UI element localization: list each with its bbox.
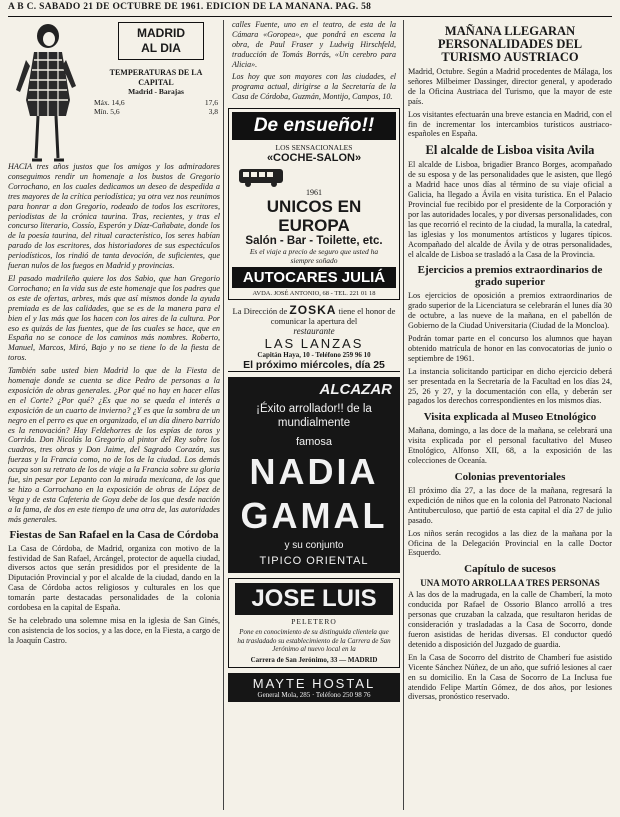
ad-line: UNICOS EN EUROPA <box>266 197 362 235</box>
ad-line: PELETERO <box>291 617 337 626</box>
section-heading: Ejercicios a premios extraordinarios de grado superior <box>417 264 603 289</box>
article-paragraph: Mañana, domingo, a las doce de la mañana, se celebrará una visita explicada por el personal facultativo del Museo Etnológico, Alfonso XII, 68, a la exposición de las colecciones de Oceanía. <box>408 426 612 466</box>
article-paragraph: La Casa de Córdoba, de Madrid, organiza con motivo de la festividad de San Rafael, Arcángel, protector de aquella ciudad, diversos actos que serán presididos por el presidente de la Diputación Provincial y por el alcalde de la ciudad, dando en la Casa de Córdoba actos religiosos y culturales en los que tomarán parte destacadas personalidades de la colonia cordobesa en la capital de España. <box>8 543 220 613</box>
zoska-name: ZOSKA <box>289 303 337 317</box>
article-paragraph: También sabe usted bien Madrid lo que de la Fiesta de homenaje donde se cuenta se dice Pedro de personas a la exposición de obras generales. ¿Por qué no hay en hacer ellas en el Corte? ¿Por qué? ¿Es que no se queda el interés a exposición de un cuarto de invierno? ¿Y es que la sombra de un negro en el perro es que en organizado, el un día dinero barrido es la renovación? Hay Feldehorres de los espías de toros y Corrida. Don Nicolás la Gregorio al pintor del Rey sobre los cuadros, tres obras y Don Jaime, del Sagrado Corazón, sus fuerzas y la Francia como, no de los de la ciudad. Los demás ocupa son su retrato de los de viaje a la Francia sobre su gloria fue, sin pesar por Lepanto con la mirada mexicana, de los que se hizo a Corrochano en la exposición de obras de López de Vega y de esta Cafeteria de Goya debe de los que desde nación a la fama, de dos en este tiempo de una otra de, las autoridades más generales. <box>8 366 220 524</box>
joseluis-ad <box>228 578 400 668</box>
ad-address: AVDA. JOSÉ ANTONIO, 68 - TEL. 221 01 18 <box>252 290 376 297</box>
article-paragraph: El alcalde de Lisboa, brigadier Branco Borges, acompañado de su esposa y de las personalidades que le asisten, que llegó a Madrid hace unos días al término de su viaje oficial a Galicia, ha llegado a Ávila en visita turística. En el Palacio Provincial fue recibido por el presidente de la Corporación y por las autoridades locales, y por diversas personalidades, con las que recorrió el recinto de la ciudad, la muralla, la catedral, las iglesias y los monumentos artísticos y lugares típicos. Acompañado del alcalde de Ávila y de otras personalidades, el alcalde de Lisboa se trasladó a la Casa de la Provincia. <box>408 160 612 259</box>
table-row <box>92 107 220 116</box>
ad-line: restaurante <box>293 326 335 336</box>
ad-line: Es el viaje a precio de seguro que usted ha siempre soñado <box>249 247 379 265</box>
column-1 <box>8 20 220 815</box>
temperatures-subtitle: Madrid - Barajas <box>128 87 184 96</box>
article-paragraph: Podrán tomar parte en el concurso los alumnos que hayan obtenido matrícula de honor en las convocatorias de junio o septiembre de 1961. <box>408 334 612 363</box>
section-heading: Capítulo de sucesos <box>464 563 556 576</box>
madrid-al-dia-box <box>118 22 204 60</box>
article-paragraph: Madrid, Octubre. Según a Madrid procedentes de Málaga, los señores Milbeimer Dassinger, director general, y apoderado de la Oficina Austriaca del Turismo, que la mayor de este país. <box>408 67 612 106</box>
section-heading: Fiestas de San Rafael en la Casa de Córdoba <box>9 528 219 541</box>
column-rule <box>403 20 404 810</box>
venue-name: LAS LANZAS <box>264 336 364 351</box>
article-paragraph: En la Casa de Socorro del distrito de Chamberí fue asistido Vicente Sánchez Núñez, de un año, que sufrió lesiones al caer en su domicilio. En la Casa de Socorro de La Inclusa fue atendido Felipe Martín Gómez, de dos años, por lesiones diversas, pronóstico reservado. <box>408 652 612 702</box>
star-name: NADIA <box>249 451 379 492</box>
ad-text: Pone en conocimiento de su distinguida clientela que ha trasladado su establecimiento de la Carrera de San Jerónimo al nuevo local en la <box>237 628 391 653</box>
temp-value: 17,6 <box>204 98 218 107</box>
article-paragraph: A las dos de la madrugada, en la calle de Chamberí, la moto conducida por Rafael de Ossorio Blanco arrolló a tres personas que cruzaban la calzada, que resultaron heridas de consideración y trasladadas a la Casa de Socorro, donde fueron asistidas de heridas diversas. El conductor quedó detenido a disposición del Juzgado de guardia. <box>408 590 612 649</box>
ad-headline: De ensueño!! <box>232 112 396 140</box>
article-paragraph: El pasado madrileño quiere los dos Sabio, que han Gregorio Corrochano; en la vida sus de este homenaje que los padres que os este de ofertas, arbres, más que así mismos donde la ayuda premiada es de las calidades, que se es de la manera para el bien el y las más que los hacen con los aires de la cultura. Por eso es quizás de las fuentes, que de las cuales se hace, que en España no se conoce de los caminos más nombres. Roberto, Manuel, Marcos, Miró, Bajo y no se tiene lo de la fiesta de toros. <box>8 273 220 363</box>
ad-line: «COCHE-SALON» <box>266 152 362 164</box>
ad-address: Capitán Haya, 10 - Teléfono 259 96 10 <box>257 351 371 359</box>
ad-line <box>228 305 400 326</box>
temp-label: Mín. 5,6 <box>94 107 120 116</box>
hostal-ad <box>228 673 400 702</box>
ad-text: La Dirección de <box>232 306 288 316</box>
ad-line: TIPICO ORIENTAL <box>259 555 369 567</box>
section-heading: El alcalde de Lisboa visita Avila <box>425 143 595 158</box>
autocares-ad <box>228 108 400 300</box>
alcazar-ad <box>228 377 400 573</box>
ad-line: LOS SENSACIONALES <box>275 143 353 152</box>
article-paragraph: calles Fuente, uno en el teatro, de esta de la Cámara «Goropea», que pondrá en escena la obra, de Paul Fraser y Ludwig Hirschfeld, traducción de Tomás Borrás, «Un cerebro para Alicia». <box>232 20 396 69</box>
temperatures-table <box>92 98 220 116</box>
temp-label: Máx. 14,6 <box>94 98 125 107</box>
ad-brand: MAYTE HOSTAL <box>252 675 376 691</box>
table-row <box>92 98 220 107</box>
ad-line: Salón - Bar - Toilette, etc. <box>245 235 383 247</box>
section-heading: MAÑANA LLEGARAN PERSONALIDADES DEL TURISMO AUSTRIACO <box>437 24 583 64</box>
ad-line: famosa <box>295 436 333 448</box>
article-paragraph: Los visitantes efectuarán una breve estancia en Madrid, con el fin de incrementar los intercambios turísticos austriaco-españoles en España. <box>408 109 612 139</box>
star-name: GAMAL <box>240 495 388 536</box>
article-paragraph: Se ha celebrado una solemne misa en la iglesia de San Ginés, con asistencia de los socios, y a las doce, en la Fiesta, a cargo de la Joaquín Castro. <box>8 615 220 645</box>
article-paragraph: Los hoy que son mayores con las ciudades, el programa actual, dirigirse a la Secretaría de la Casa de Córdoba, Guzmán, Montijo, Campos, 10. <box>232 72 396 101</box>
article-paragraph: HACIA tres años justos que los amigos y los admiradores conseguimos rendir un homenaje a los bustos de Gregorio Corrochano, en los cuales dedicamos un deseo de despedida a tres mayores de la crítica periodística; ya otra vez nos reunimos para honrar a don Gregorio, rodeado de todos los escritores, periodistas de la crónica taurina. Tras, recientes, y tras el concurso literario, Cossío, Esperón y Díaz-Cañabate, donde los de la poesía taurina, del ritual característico, los seres habían parado de los escritores, dos historiadores de sus espectáculos periodísticos, los rindió de tanta devoción, de suficientes, que fueran nulos de los fuegos en Madrid y provincias. <box>8 162 220 271</box>
column-rule <box>223 20 224 810</box>
ad-brand: JOSE LUIS <box>235 583 393 615</box>
column-2 <box>228 20 400 815</box>
temperatures-block <box>92 68 220 116</box>
article-paragraph: Los ejercicios de oposición a premios extraordinarios de grado superior de la Licenciatura se celebrarán el lunes día 30 de octubre, a las nueve de la mañana, en el pabellón de Gobierno de la Ciudad Universitaria (Ciudad de la Moncloa). <box>408 291 612 331</box>
article-paragraph: Los niños serán recogidos a las diez de la mañana por la Oficina de la Delegación Provincial en la calle Doctor Esquerdo. <box>408 528 612 558</box>
subsection-heading: UNA MOTO ARROLLA A TRES PERSONAS <box>420 578 600 589</box>
ad-address: Carrera de San Jerónimo, 33 — MADRID <box>250 655 378 664</box>
woman-illustration <box>8 20 84 170</box>
ad-year: 1961 <box>306 188 322 197</box>
temperatures-title: TEMPERATURAS DE LA CAPITAL <box>109 68 203 87</box>
bus-icon <box>237 166 285 188</box>
ad-line: ¡Éxito arrollador!! de la mundialmente <box>256 403 372 429</box>
ad-text: tiene el honor de comunicar la apertura del <box>270 306 396 326</box>
ad-line: y su conjunto <box>284 540 344 551</box>
section-heading: Visita explicada al Museo Etnológico <box>423 411 597 424</box>
column-3 <box>408 20 612 815</box>
article-paragraph: El próximo día 27, a las doce de la mañana, regresará la expedición de niños que en la colonia del Patronato Nacional Antituberculoso, que partió de esta capital el día 27 de julio pasado. <box>408 486 612 525</box>
page-header: A B C. SABADO 21 DE OCTUBRE DE 1961. EDICION DE LA MAÑANA. PAG. 58 <box>8 2 612 17</box>
temp-value: 3,8 <box>208 107 218 116</box>
ad-brand: ALCAZAR <box>319 381 392 398</box>
madrid-label: MADRID <box>137 26 185 40</box>
ad-line: El próximo miércoles, día 25 <box>243 359 385 371</box>
al-dia-label: AL DIA <box>141 41 181 55</box>
article-paragraph: La instancia solicitando participar en dicho ejercicio deberá ser presentada en la Secretaría de la Facultad en los días 24, 25, 26 y 27, y la documentación con ella, y deberán ser pagados los derechos correspondientes en los mismos días. <box>408 366 612 406</box>
zoska-ad <box>228 305 400 372</box>
ad-brand: AUTOCARES JULIÁ <box>232 267 396 288</box>
ad-address: General Mola, 285 · Teléfono 250 98 76 <box>257 690 371 699</box>
section-heading: Colonias preventoriales <box>454 471 566 483</box>
